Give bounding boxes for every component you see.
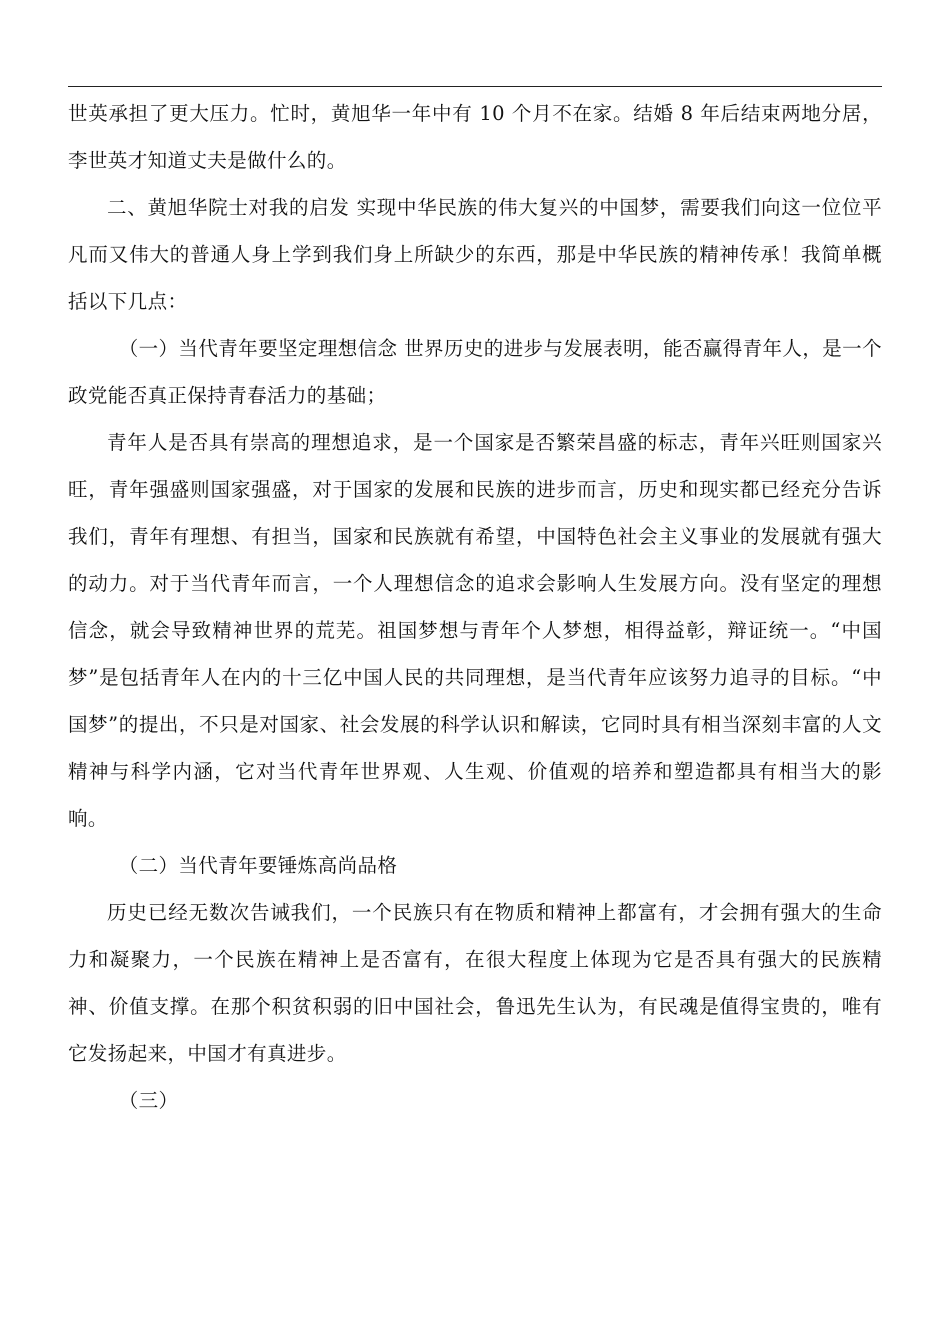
paragraph-subsection-one: （一）当代青年要坚定理想信念 世界历史的进步与发展表明，能否赢得青年人，是一个政党能否真正保持青春活力的基础； — [68, 337, 882, 407]
paragraph-section-two: 二、黄旭华院士对我的启发 实现中华民族的伟大复兴的中国梦，需要我们向这一位位平凡而又伟大的普通人身上学到我们身上所缺少的东西，那是中华民族的精神传承！我简单概括以下几点： — [68, 196, 882, 313]
header-rule — [68, 86, 882, 87]
paragraph-continuation: 世英承担了更大压力。忙时，黄旭华一年中有 10 个月不在家。结婚 8 年后结束两地分居，李世英才知道丈夫是做什么的。 — [68, 102, 882, 172]
document-body — [68, 90, 882, 1124]
paragraph-ideals: 青年人是否具有崇高的理想追求，是一个国家是否繁荣昌盛的标志，青年兴旺则国家兴旺，青年强盛则国家强盛，对于国家的发展和民族的进步而言，历史和现实都已经充分告诉我们，青年有理想、有担当，国家和民族就有希望，中国特色社会主义事业的发展就有强大的动力。对于当代青年而言，一个人理想信念的追求会影响人生发展方向。没有坚定的理想信念，就会导致精神世界的荒芜。祖国梦想与青年个人梦想，相得益彰，辩证统一。“中国梦”是包括青年人在内的十三亿中国人民的共同理想，是当代青年应该努力追寻的目标。“中国梦”的提出，不只是对国家、社会发展的科学认识和解读，它同时具有相当深刻丰富的人文精神与科学内涵，它对当代青年世界观、人生观、价值观的培养和塑造都具有相当大的影响。 — [68, 431, 882, 830]
paragraph-subsection-three: （三） — [118, 1089, 179, 1112]
paragraph-national-spirit: 历史已经无数次告诫我们，一个民族只有在物质和精神上都富有，才会拥有强大的生命力和凝聚力，一个民族在精神上是否富有，在很大程度上体现为它是否具有强大的民族精神、价值支撑。在那个积贫积弱的旧中国社会，鲁迅先生认为，有民魂是值得宝贵的，唯有它发扬起来，中国才有真进步。 — [68, 901, 882, 1065]
paragraph-subsection-two: （二）当代青年要锤炼高尚品格 — [118, 854, 398, 877]
